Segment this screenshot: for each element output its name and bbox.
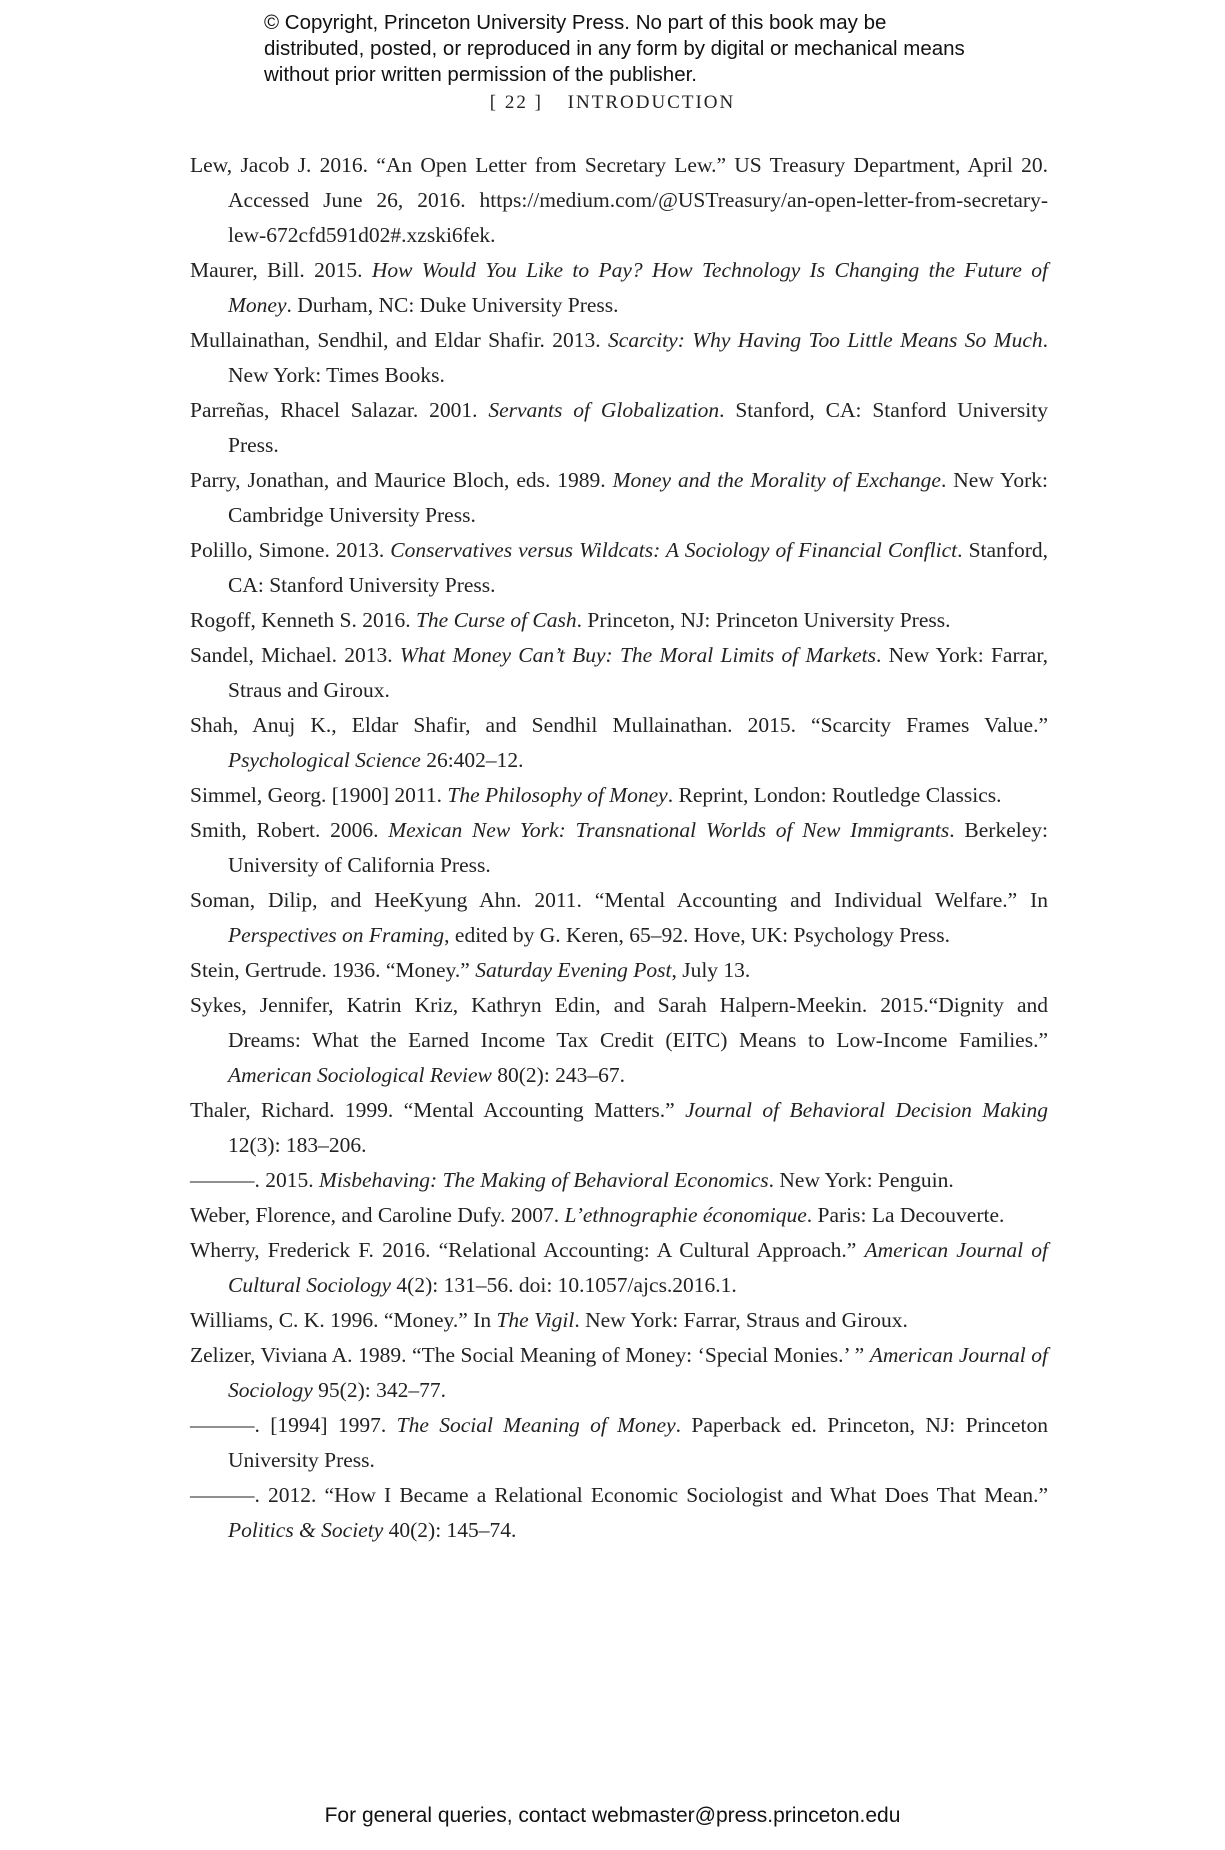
reference-entry: Parry, Jonathan, and Maurice Bloch, eds. 1989. Money and the Morality of Exchange. New York: Cambridge University Press.	[190, 468, 1048, 527]
reference-entry: Polillo, Simone. 2013. Conservatives versus Wildcats: A Sociology of Financial Conflict. Stanford, CA: Stanford University Press.	[190, 538, 1048, 597]
reference-entry: Weber, Florence, and Caroline Dufy. 2007. L’ethnographie économique. Paris: La Decouverte.	[190, 1203, 1005, 1227]
reference-entry: Parreñas, Rhacel Salazar. 2001. Servants of Globalization. Stanford, CA: Stanford University Press.	[190, 398, 1048, 457]
reference-entry: ———. 2015. Misbehaving: The Making of Behavioral Economics. New York: Penguin.	[190, 1168, 954, 1192]
reference-entry: Smith, Robert. 2006. Mexican New York: Transnational Worlds of New Immigrants. Berkeley: University of California Press.	[190, 818, 1048, 877]
reference-entry: ———. 2012. “How I Became a Relational Economic Sociologist and What Does That Mean.” Politics & Society 40(2): 145–74.	[190, 1483, 1048, 1542]
copyright-notice: © Copyright, Princeton University Press. No part of this book may be distributed, posted, or reproduced in any form by digital or mechanical means without prior written permission of the publisher.	[264, 11, 965, 86]
footer-contact: For general queries, contact webmaster@press.princeton.edu	[324, 1804, 901, 1827]
reference-entry: Stein, Gertrude. 1936. “Money.” Saturday Evening Post, July 13.	[190, 958, 751, 982]
reference-entry: Sykes, Jennifer, Katrin Kriz, Kathryn Edin, and Sarah Halpern-Meekin. 2015.“Dignity and Dreams: What the Earned Income Tax Credit (EITC) Means to Low-Income Families.” American Sociological Review 80(2): 243–67.	[190, 993, 1048, 1087]
reference-entry: Simmel, Georg. [1900] 2011. The Philosophy of Money. Reprint, London: Routledge Classics.	[190, 783, 1002, 807]
section-title: INTRODUCTION	[567, 92, 736, 113]
reference-entry: Zelizer, Viviana A. 1989. “The Social Meaning of Money: ‘Special Monies.’ ” American Journal of Sociology 95(2): 342–77.	[190, 1343, 1048, 1402]
reference-entry: ———. [1994] 1997. The Social Meaning of Money. Paperback ed. Princeton, NJ: Princeton University Press.	[190, 1413, 1048, 1472]
reference-entry: Maurer, Bill. 2015. How Would You Like to Pay? How Technology Is Changing the Future of Money. Durham, NC: Duke University Press.	[190, 258, 1049, 317]
reference-entry: Soman, Dilip, and HeeKyung Ahn. 2011. “Mental Accounting and Individual Welfare.” In Perspectives on Framing, edited by G. Keren, 65–92. Hove, UK: Psychology Press.	[190, 888, 1048, 947]
reference-list	[190, 148, 1048, 1548]
reference-entry: Lew, Jacob J. 2016. “An Open Letter from Secretary Lew.” US Treasury Department, April 20. Accessed June 26, 2016. https://medium.com/@USTreasury/an-open-letter-from-secretary-lew-672cfd591d02#.xzski6fek.	[190, 153, 1048, 247]
reference-entry: Rogoff, Kenneth S. 2016. The Curse of Cash. Princeton, NJ: Princeton University Press.	[190, 608, 951, 632]
reference-entry: Williams, C. K. 1996. “Money.” In The Vigil. New York: Farrar, Straus and Giroux.	[190, 1308, 908, 1332]
page-number: [ 22 ]	[489, 92, 543, 113]
reference-entry: Wherry, Frederick F. 2016. “Relational Accounting: A Cultural Approach.” American Journal of Cultural Sociology 4(2): 131–56. doi: 10.1057/ajcs.2016.1.	[190, 1238, 1048, 1297]
reference-entry: Thaler, Richard. 1999. “Mental Accounting Matters.” Journal of Behavioral Decision Making 12(3): 183–206.	[190, 1098, 1048, 1157]
running-head	[0, 92, 1225, 114]
reference-entry: Mullainathan, Sendhil, and Eldar Shafir. 2013. Scarcity: Why Having Too Little Means So Much. New York: Times Books.	[190, 328, 1048, 387]
reference-entry: Shah, Anuj K., Eldar Shafir, and Sendhil Mullainathan. 2015. “Scarcity Frames Value.” Psychological Science 26:402–12.	[190, 713, 1048, 772]
reference-entry: Sandel, Michael. 2013. What Money Can’t Buy: The Moral Limits of Markets. New York: Farrar, Straus and Giroux.	[190, 643, 1048, 702]
